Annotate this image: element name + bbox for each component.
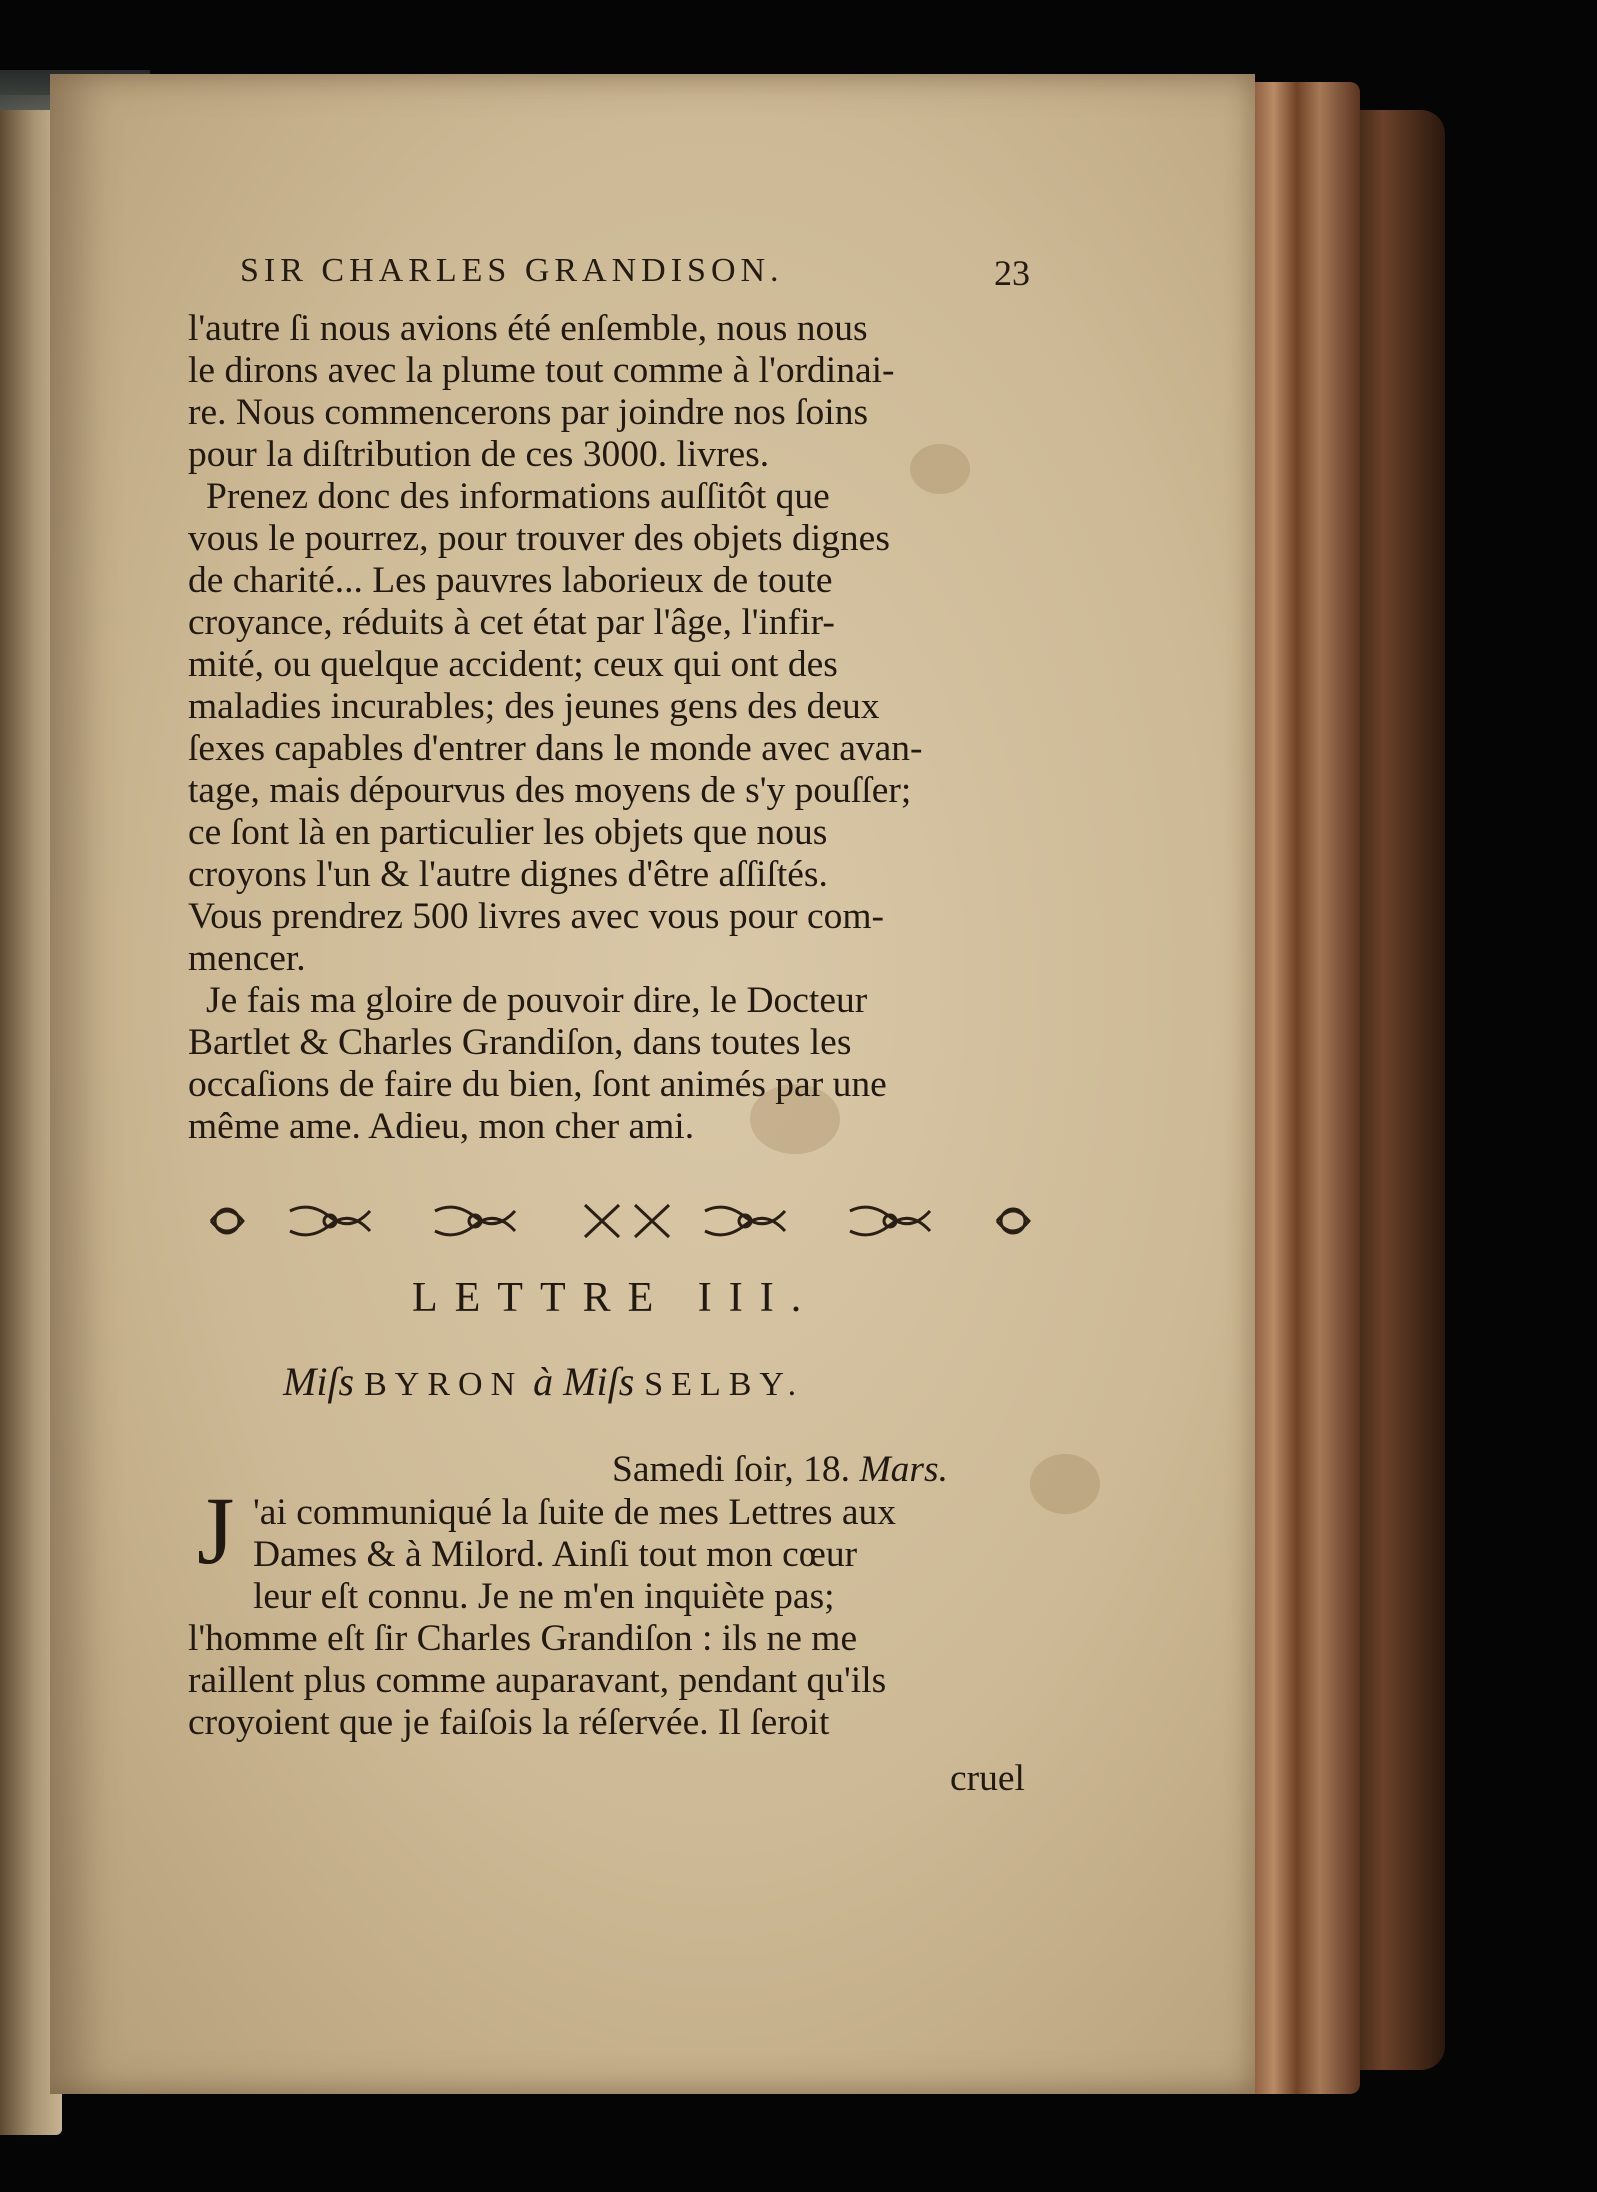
- running-title: SIR CHARLES GRANDISON.: [240, 252, 784, 289]
- text-line: Prenez donc des informations auſſitôt que: [206, 476, 830, 517]
- addressee-to-title: Miſs: [563, 1359, 635, 1404]
- text-line: Bartlet & Charles Grandiſon, dans toutes les: [188, 1022, 852, 1063]
- body-text: [188, 308, 923, 1148]
- drop-cap: J: [197, 1477, 235, 1584]
- letter-addressee: [283, 1358, 804, 1405]
- fleuron-icon: [211, 1209, 243, 1233]
- addressee-from-title: Miſs: [283, 1359, 355, 1404]
- text-line: Vous prendrez 500 livres avec vous pour com-: [188, 896, 885, 937]
- text-line: croyoient que je faiſois la réſervée. Il ſeroit: [188, 1702, 830, 1743]
- text-line: ſexes capables d'entrer dans le monde avec avan-: [188, 728, 923, 769]
- date-text: Samedi ſoir, 18.: [612, 1449, 851, 1490]
- text-line: mité, ou quelque accident; ceux qui ont des: [188, 644, 838, 685]
- text-line: mencer.: [188, 938, 306, 979]
- ornament-icon: [205, 1197, 1040, 1245]
- printer-ornament: [205, 1197, 1040, 1245]
- text-line: tage, mais dépourvus des moyens de s'y pouſſer;: [188, 770, 912, 811]
- text-line: ce ſont là en particulier les objets que nous: [188, 812, 828, 853]
- book-fore-edge: [1245, 82, 1360, 2094]
- text-line: Dames & à Milord. Ainſi tout mon cœur: [253, 1534, 858, 1575]
- letter-body: [188, 1618, 886, 1744]
- paper-stain: [1030, 1454, 1100, 1514]
- addressee-to-name: SELBY.: [644, 1366, 805, 1403]
- text-line: occaſions de faire du bien, ſont animés par une: [188, 1064, 887, 1105]
- page-number: 23: [994, 253, 1030, 293]
- text-line: croyance, réduits à cet état par l'âge, l'infir-: [188, 602, 835, 643]
- catchword: cruel: [950, 1758, 1025, 1799]
- text-line: pour la diſtribution de ces 3000. livres.: [188, 434, 770, 475]
- text-line: leur eſt connu. Je ne m'en inquiète pas;: [253, 1576, 835, 1617]
- text-line: 'ai communiqué la ſuite de mes Lettres aux: [253, 1492, 897, 1533]
- letter-opening: [253, 1492, 896, 1618]
- text-line: même ame. Adieu, mon cher ami.: [188, 1106, 695, 1147]
- text-line: vous le pourrez, pour trouver des objets dignes: [188, 518, 890, 559]
- text-line: raillent plus comme auparavant, pendant qu'ils: [188, 1660, 887, 1701]
- fleuron-icon: [850, 1207, 930, 1235]
- text-line: croyons l'un & l'autre dignes d'être aſſiſtés.: [188, 854, 828, 895]
- running-header: [240, 252, 1030, 302]
- letter-heading: LETTRE III.: [412, 1275, 819, 1321]
- fleuron-icon: [585, 1205, 669, 1237]
- book-cover-edge: [1350, 110, 1445, 2070]
- text-line: Je fais ma gloire de pouvoir dire, le Docteur: [206, 980, 868, 1021]
- fleuron-icon: [705, 1207, 785, 1235]
- text-line: l'autre ſi nous avions été enſemble, nous nous: [188, 308, 868, 349]
- fleuron-icon: [290, 1207, 370, 1235]
- fleuron-icon: [997, 1209, 1029, 1233]
- letter-dateline: [612, 1448, 948, 1491]
- addressee-preposition: à: [533, 1359, 554, 1404]
- text-line: le dirons avec la plume tout comme à l'ordinai-: [188, 350, 895, 391]
- text-line: maladies incurables; des jeunes gens des deux: [188, 686, 880, 727]
- text-line: re. Nous commencerons par joindre nos ſoins: [188, 392, 869, 433]
- date-month: Mars.: [859, 1449, 948, 1490]
- text-line: de charité... Les pauvres laborieux de toute: [188, 560, 833, 601]
- addressee-from-name: BYRON: [364, 1366, 524, 1403]
- fleuron-icon: [435, 1207, 515, 1235]
- text-line: l'homme eſt ſir Charles Grandiſon : ils ne me: [188, 1618, 858, 1659]
